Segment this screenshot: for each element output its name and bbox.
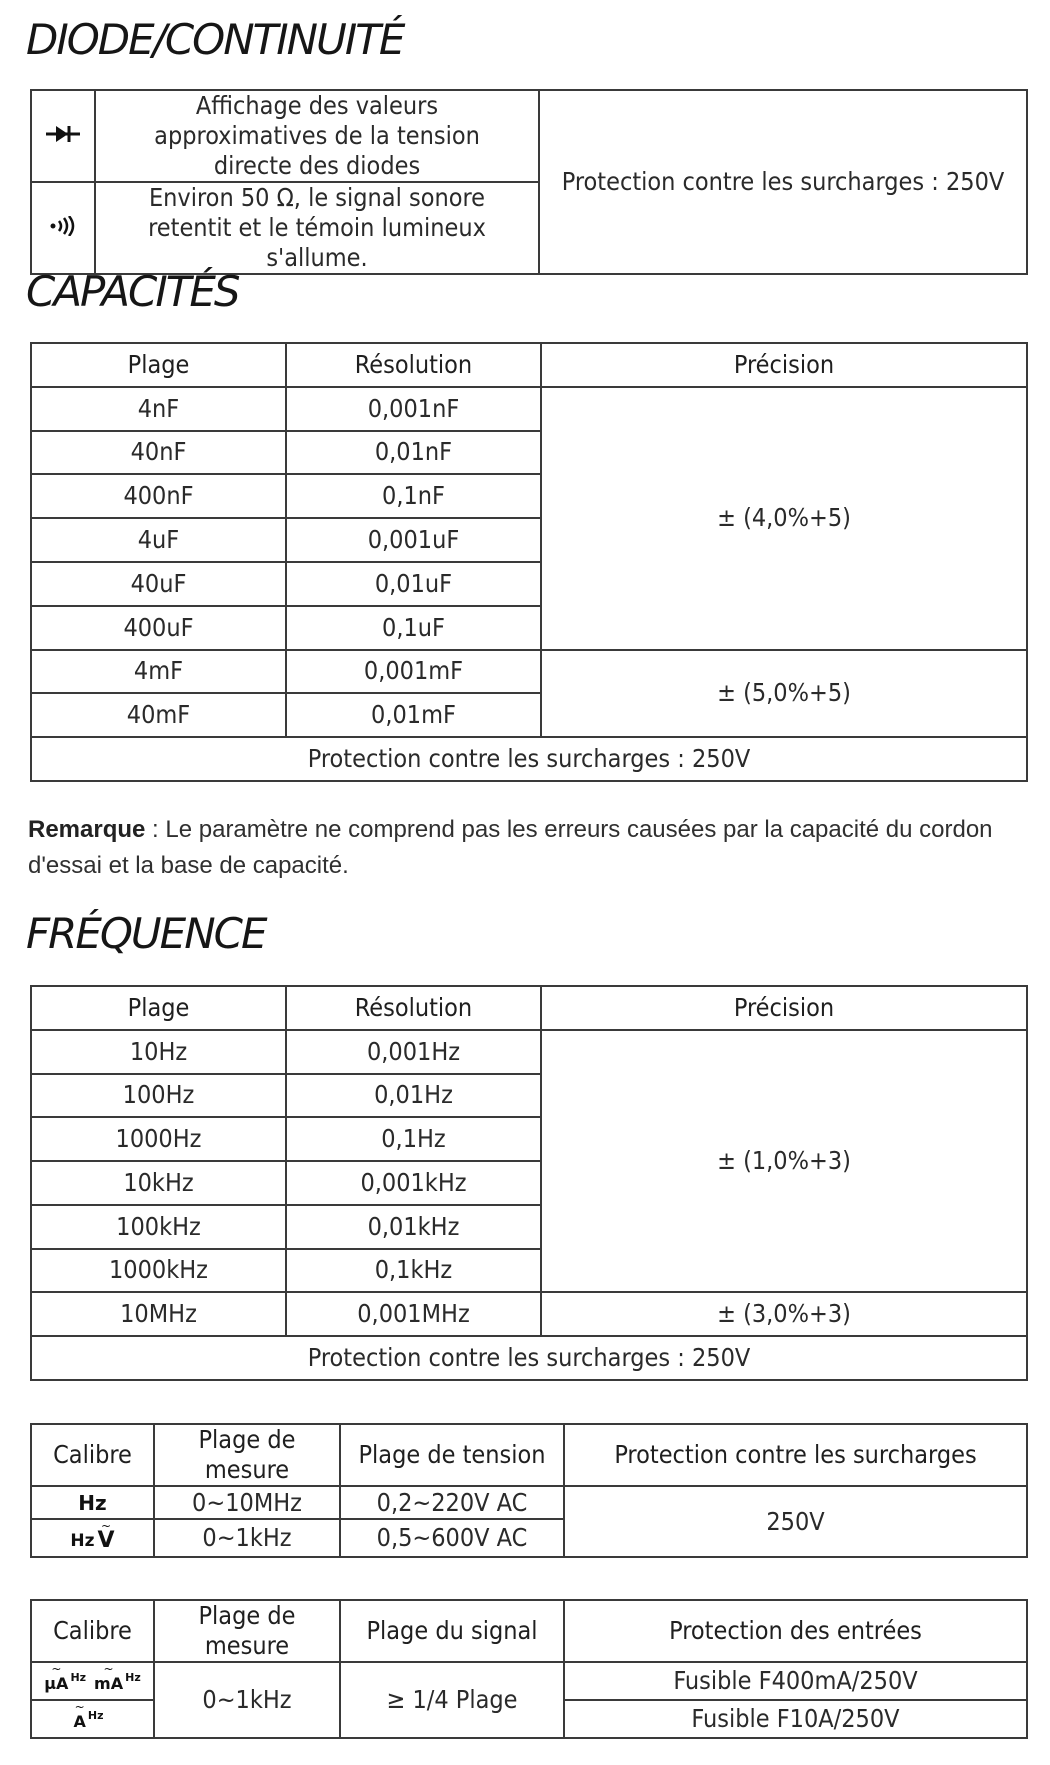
resolution-cell: 0,01kHz	[286, 1205, 541, 1249]
calibre-cell	[31, 1700, 154, 1738]
diode-section-title: DIODE/CONTINUITÉ	[26, 15, 404, 64]
resolution-cell: 0,01nF	[286, 431, 541, 475]
frequency-table	[30, 985, 1028, 1381]
table-row	[31, 737, 1027, 781]
table-row	[31, 1292, 1027, 1336]
continuity-description: Environ 50 Ω, le signal sonore retentit et le témoin lumineux s'allume.	[95, 182, 539, 274]
column-header: Plage du signal	[340, 1600, 564, 1662]
resolution-cell: 0,001MHz	[286, 1292, 541, 1336]
diode-table	[30, 89, 1028, 275]
hz-ac-volt-icon	[70, 1520, 114, 1556]
column-header: Plage de mesure	[154, 1600, 340, 1662]
table-row	[31, 650, 1027, 694]
range-cell: 400nF	[31, 474, 286, 518]
resolution-cell: 0,1nF	[286, 474, 541, 518]
resolution-cell: 0,1Hz	[286, 1117, 541, 1161]
table-header-row	[31, 343, 1027, 387]
resolution-cell: 0,1uF	[286, 606, 541, 650]
column-header: Plage	[31, 343, 286, 387]
protection-cell: Protection contre les surcharges : 250V	[31, 737, 1027, 781]
resolution-cell: 0,1kHz	[286, 1249, 541, 1293]
column-header: Plage de tension	[340, 1424, 564, 1486]
range-cell: 4nF	[31, 387, 286, 431]
measure-cell: 0~1kHz	[154, 1662, 340, 1738]
signal-cell: ≥ 1/4 Plage	[340, 1662, 564, 1738]
calibre-cell	[31, 1486, 154, 1519]
diode-icon	[46, 121, 80, 151]
column-header: Protection contre les surcharges	[564, 1424, 1027, 1486]
resolution-cell: 0,001nF	[286, 387, 541, 431]
column-header: Protection des entrées	[564, 1600, 1027, 1662]
accuracy-cell: ± (5,0%+5)	[541, 650, 1027, 738]
resolution-cell: 0,01Hz	[286, 1074, 541, 1118]
measure-cell: 0~1kHz	[154, 1519, 340, 1557]
hz-calibre-icon: Hz	[78, 1491, 107, 1515]
accuracy-cell: ± (3,0%+3)	[541, 1292, 1027, 1336]
range-cell: 40mF	[31, 693, 286, 737]
column-header: Résolution	[286, 343, 541, 387]
range-cell: 4uF	[31, 518, 286, 562]
resolution-cell: 0,01mF	[286, 693, 541, 737]
range-cell: 400uF	[31, 606, 286, 650]
continuity-icon-cell	[31, 182, 95, 274]
table-row	[31, 1662, 1027, 1700]
voltage-cell: 0,2~220V AC	[340, 1486, 564, 1519]
diode-icon-cell	[31, 90, 95, 182]
resolution-cell: 0,001mF	[286, 650, 541, 694]
capacitance-note	[28, 812, 1028, 884]
protection-cell: Protection contre les surcharges : 250V	[31, 1336, 1027, 1380]
protection-cell: 250V	[564, 1486, 1027, 1557]
column-header: Plage	[31, 986, 286, 1030]
fuse-cell: Fusible F10A/250V	[564, 1700, 1027, 1738]
table-header-row	[31, 986, 1027, 1030]
note-label: Remarque	[28, 816, 146, 843]
table-row	[31, 90, 1027, 182]
resolution-cell: 0,001Hz	[286, 1030, 541, 1074]
column-header: Résolution	[286, 986, 541, 1030]
resolution-cell: 0,001kHz	[286, 1161, 541, 1205]
range-cell: 1000kHz	[31, 1249, 286, 1293]
range-cell: 100Hz	[31, 1074, 286, 1118]
table-header-row	[31, 1424, 1027, 1486]
column-header: Précision	[541, 343, 1027, 387]
range-cell: 10kHz	[31, 1161, 286, 1205]
calibre-cell	[31, 1519, 154, 1557]
table-row	[31, 1336, 1027, 1380]
calibre-cell	[31, 1662, 154, 1700]
column-header: Précision	[541, 986, 1027, 1030]
column-header: Calibre	[31, 1424, 154, 1486]
range-cell: 40uF	[31, 562, 286, 606]
range-cell: 10MHz	[31, 1292, 286, 1336]
continuity-beep-icon	[48, 213, 78, 243]
fuse-cell: Fusible F400mA/250V	[564, 1662, 1027, 1700]
capacitance-section-title: CAPACITÉS	[26, 267, 239, 316]
accuracy-cell: ± (4,0%+5)	[541, 387, 1027, 650]
table-row	[31, 1486, 1027, 1519]
diode-protection: Protection contre les surcharges : 250V	[539, 90, 1027, 274]
column-header: Calibre	[31, 1600, 154, 1662]
frequency-section-title: FRÉQUENCE	[26, 909, 266, 958]
signal-range-table	[30, 1599, 1028, 1739]
accuracy-cell: ± (1,0%+3)	[541, 1030, 1027, 1293]
range-cell: 1000Hz	[31, 1117, 286, 1161]
voltage-range-table	[30, 1423, 1028, 1558]
range-cell: 100kHz	[31, 1205, 286, 1249]
note-text: : Le paramètre ne comprend pas les erreurs causées par la capacité du cordon d'essai et la base de capacité.	[28, 816, 993, 879]
resolution-cell: 0,001uF	[286, 518, 541, 562]
diode-description: Affichage des valeurs approximatives de la tension directe des diodes	[95, 90, 539, 182]
table-row	[31, 1030, 1027, 1074]
column-header: Plage de mesure	[154, 1424, 340, 1486]
voltage-cell: 0,5~600V AC	[340, 1519, 564, 1557]
range-cell: 10Hz	[31, 1030, 286, 1074]
ua-ma-hz-icon: ~ μA Hz ~ mA Hz	[44, 1663, 140, 1699]
resolution-cell: 0,01uF	[286, 562, 541, 606]
table-row	[31, 387, 1027, 431]
measure-cell: 0~10MHz	[154, 1486, 340, 1519]
range-cell: 40nF	[31, 431, 286, 475]
range-cell: 4mF	[31, 650, 286, 694]
table-header-row	[31, 1600, 1027, 1662]
a-hz-icon: ~ A Hz	[74, 1701, 112, 1737]
ac-volt-symbol: ~ V	[98, 1520, 115, 1556]
hz-label: Hz	[70, 1531, 95, 1551]
capacitance-table	[30, 342, 1028, 782]
